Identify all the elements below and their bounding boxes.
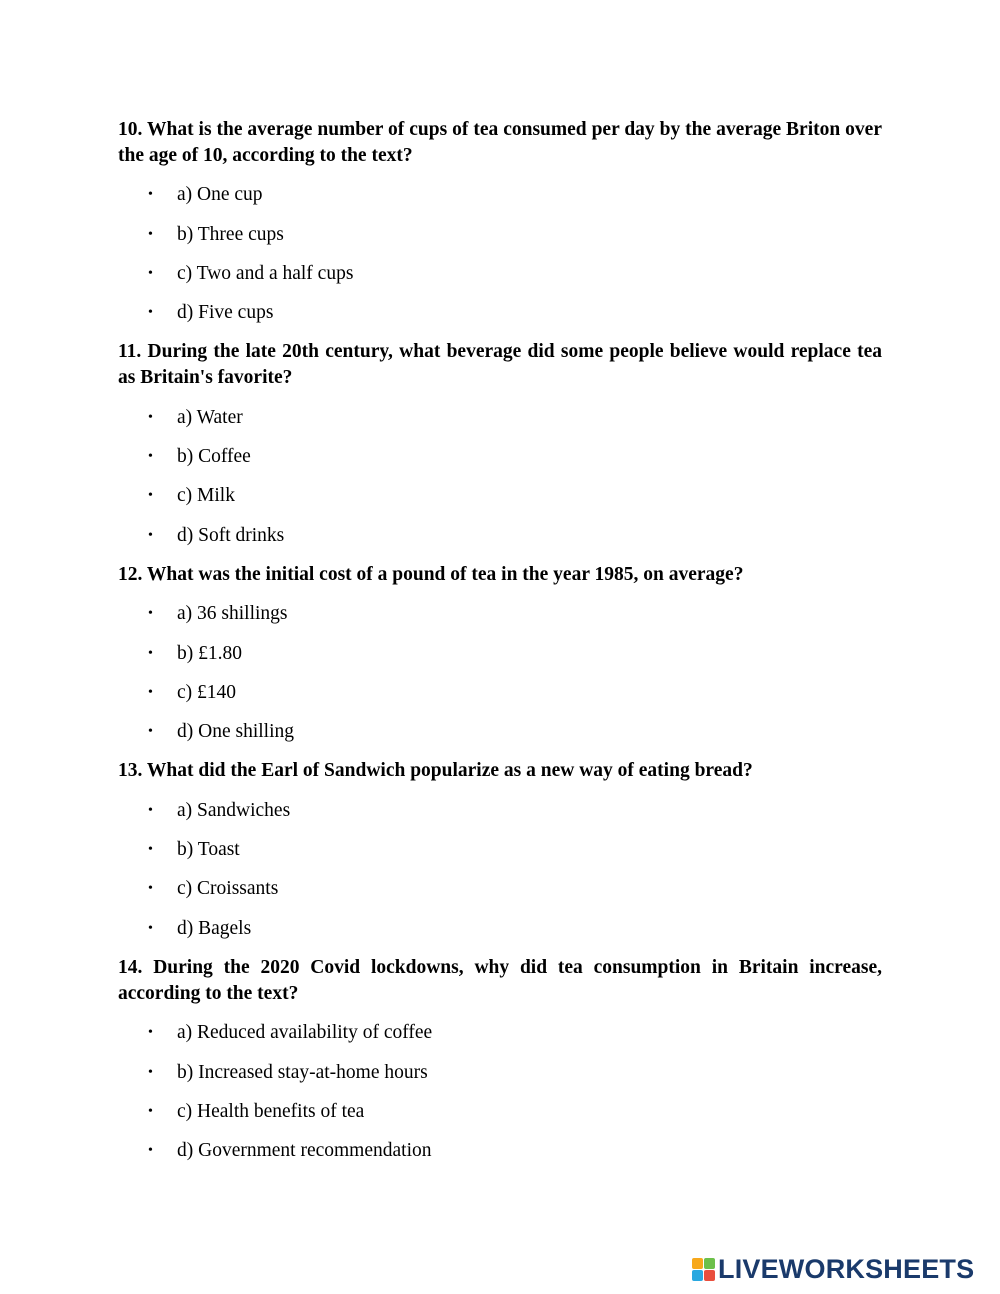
bullet-icon: • [148, 724, 153, 740]
bullet-icon: • [148, 645, 153, 661]
answer-option-label: a) Reduced availability of coffee [177, 1022, 433, 1044]
bullet-icon: • [148, 1103, 153, 1119]
bullet-icon: • [148, 606, 153, 622]
answer-option-label: c) Health benefits of tea [177, 1100, 365, 1122]
answer-option-label: c) Croissants [177, 878, 279, 900]
answer-option [118, 300, 882, 326]
liveworksheets-logo [692, 1254, 974, 1284]
answer-option [118, 641, 882, 667]
answer-option-label: b) Increased stay-at-home hours [177, 1061, 428, 1083]
answer-option [118, 601, 882, 627]
answer-option-label: c) Milk [177, 485, 235, 507]
question-10 [118, 117, 882, 326]
bullet-icon: • [148, 1064, 153, 1080]
answer-option-label: b) Toast [177, 839, 240, 861]
worksheet-content [118, 117, 882, 1164]
bullet-icon: • [148, 527, 153, 543]
bullet-icon: • [148, 1025, 153, 1041]
question-14 [118, 955, 882, 1164]
bullet-icon: • [148, 187, 153, 203]
logo-square [692, 1258, 703, 1269]
question-13 [118, 758, 882, 941]
answer-option-label: b) £1.80 [177, 642, 242, 664]
answer-option [118, 261, 882, 287]
answer-option-label: d) One shilling [177, 721, 294, 743]
answer-option [118, 798, 882, 824]
bullet-icon: • [148, 265, 153, 281]
bullet-icon: • [148, 226, 153, 242]
logo-text: LIVEWORKSHEETS [718, 1254, 975, 1284]
answer-option-label: c) £140 [177, 681, 237, 703]
answer-option-label: b) Coffee [177, 446, 251, 468]
logo-square [704, 1258, 715, 1269]
answer-option [118, 1099, 882, 1125]
answer-option [118, 876, 882, 902]
answer-option-label: d) Bagels [177, 917, 252, 939]
question-12 [118, 562, 882, 745]
answer-option [118, 916, 882, 942]
answer-option-label: a) Sandwiches [177, 799, 291, 821]
answer-option [118, 405, 882, 431]
answer-options [118, 798, 882, 942]
bullet-icon: • [148, 449, 153, 465]
answer-options [118, 182, 882, 326]
question-text: 13. What did the Earl of Sandwich popularize as a new way of eating bread? [118, 760, 753, 782]
answer-option-label: c) Two and a half cups [177, 262, 354, 284]
bullet-icon: • [148, 802, 153, 818]
answer-option [118, 1060, 882, 1086]
answer-option-label: b) Three cups [177, 223, 284, 245]
answer-option [118, 837, 882, 863]
answer-options [118, 405, 882, 549]
bullet-icon: • [148, 881, 153, 897]
bullet-icon: • [148, 1143, 153, 1159]
answer-option [118, 680, 882, 706]
logo-square [704, 1270, 715, 1281]
answer-option-label: a) Water [177, 406, 243, 428]
answer-option-label: d) Soft drinks [177, 524, 285, 546]
answer-option [118, 222, 882, 248]
bullet-icon: • [148, 920, 153, 936]
answer-option [118, 182, 882, 208]
answer-option [118, 444, 882, 470]
answer-option [118, 1138, 882, 1164]
question-text: 10. What is the average number of cups of tea consumed per day by the average Briton over the age of 10, according to the text? [118, 119, 882, 166]
question-text: 12. What was the initial cost of a pound of tea in the year 1985, on average? [118, 563, 744, 585]
answer-option [118, 719, 882, 745]
bullet-icon: • [148, 684, 153, 700]
logo-mark-icon [692, 1258, 715, 1281]
question-text: 14. During the 2020 Covid lockdowns, why did tea consumption in Britain increase, according to the text? [118, 956, 882, 1004]
answer-options [118, 1020, 882, 1164]
bullet-icon: • [148, 305, 153, 321]
bullet-icon: • [148, 842, 153, 858]
answer-option-label: d) Five cups [177, 302, 274, 324]
question-text: 11. During the late 20th century, what beverage did some people believe would replace tea as Britain's favorite? [118, 341, 882, 389]
logo-square [692, 1270, 703, 1281]
answer-option [118, 483, 882, 509]
answer-option-label: a) 36 shillings [177, 603, 288, 625]
question-11 [118, 339, 882, 548]
answer-option-label: d) Government recommendation [177, 1140, 432, 1162]
answer-options [118, 601, 882, 745]
bullet-icon: • [148, 409, 153, 425]
answer-option [118, 523, 882, 549]
answer-option-label: a) One cup [177, 184, 263, 206]
answer-option [118, 1020, 882, 1046]
bullet-icon: • [148, 488, 153, 504]
